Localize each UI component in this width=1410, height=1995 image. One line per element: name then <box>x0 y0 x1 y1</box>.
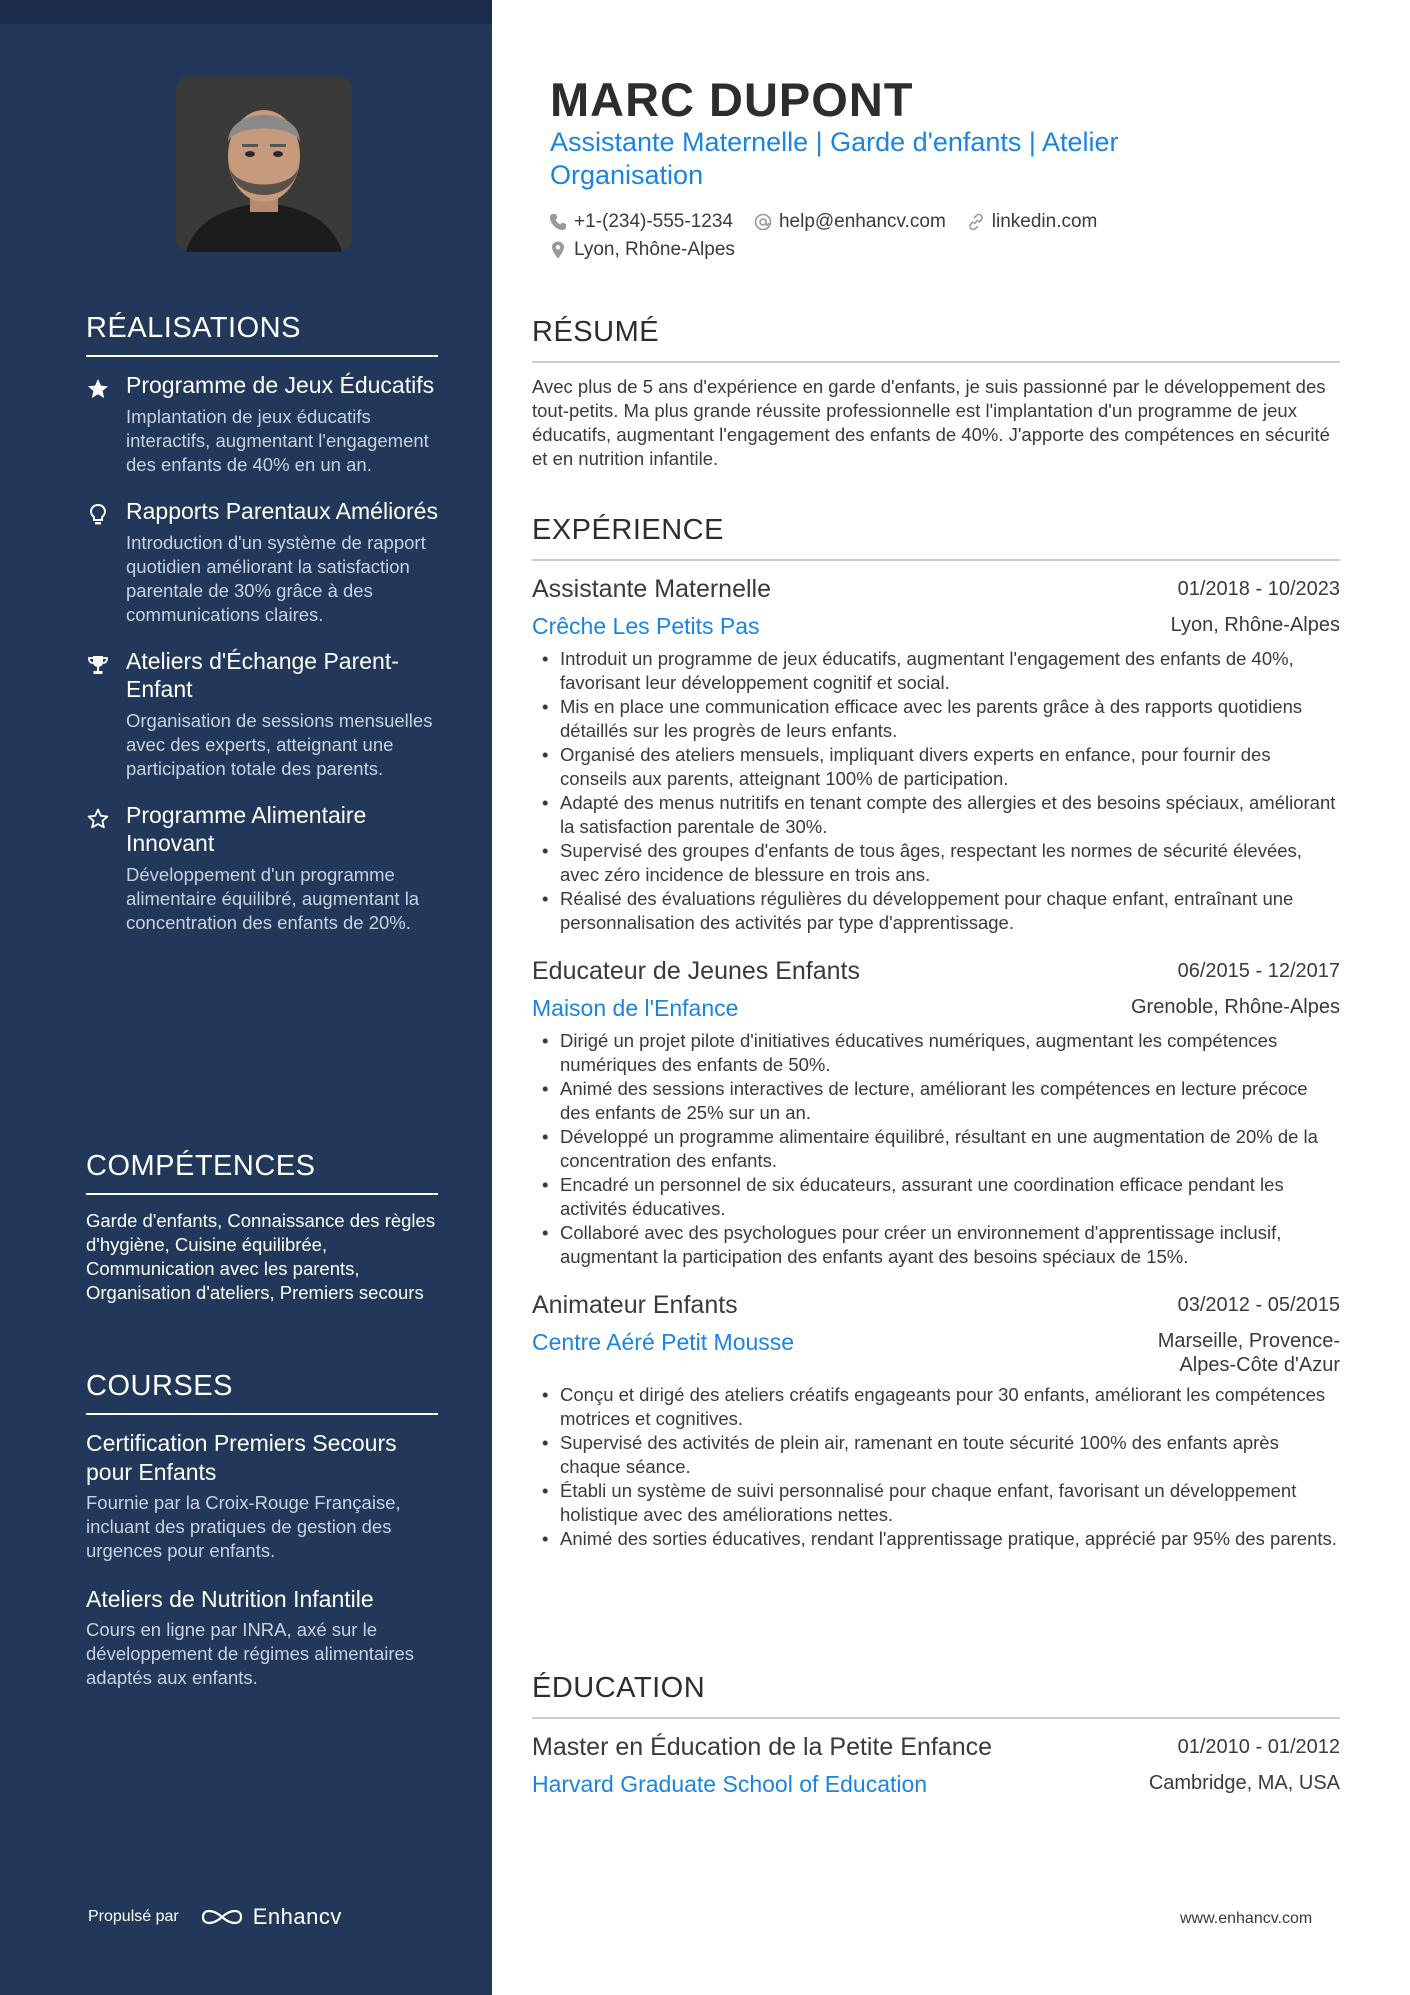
job-role: Assistante Maternelle <box>532 575 772 603</box>
profile-photo <box>176 76 352 252</box>
achievement-description: Implantation de jeux éducatifs interactifs, augmentant l'engagement des enfants de 40% en un an. <box>126 406 429 475</box>
job-bullet: • Supervisé des groupes d'enfants de tous âges, respectant les normes de sécurité élevées, avec zéro incidence de blessure en trois ans. <box>532 839 1340 887</box>
course-title: Ateliers de Nutrition Infantile <box>86 1586 374 1612</box>
job-bullet: • Supervisé des activités de plein air, ramenant en toute sécurité 100% des enfants après chaque séance. <box>532 1431 1340 1479</box>
achievement-item <box>86 371 438 477</box>
skills-title: COMPÉTENCES <box>86 1150 438 1195</box>
enhancv-brand: Enhancv <box>252 1904 342 1929</box>
candidate-headline: Assistante Maternelle | Garde d'enfants | Atelier Organisation <box>550 127 1119 190</box>
course-description: Cours en ligne par INRA, axé sur le développement de régimes alimentaires adaptés aux enfants. <box>86 1619 415 1688</box>
contact-info <box>548 208 1248 264</box>
job-bullet: • Animé des sessions interactives de lecture, améliorant les compétences en lecture précoce des enfants de 25% sur un an. <box>532 1077 1340 1125</box>
sidebar <box>0 0 492 1995</box>
job-bullet: • Introduit un programme de jeux éducatifs, augmentant l'engagement des enfants de 40%, favorisant leur développement cognitif et social. <box>532 647 1340 695</box>
summary-title: RÉSUMÉ <box>532 316 1340 363</box>
powered-by <box>88 1904 342 1930</box>
courses-section <box>86 1370 438 1712</box>
location-pin-icon <box>548 240 568 260</box>
job-dates: 06/2015 - 12/2017 <box>1177 960 1340 982</box>
job-bullet: • Adapté des menus nutritifs en tenant compte des allergies et des besoins spéciaux, améliorant la satisfaction parentale de 30%. <box>532 791 1340 839</box>
lightbulb-icon <box>86 497 126 627</box>
linkedin-contact[interactable] <box>966 211 1098 233</box>
experience-title: EXPÉRIENCE <box>532 514 1340 561</box>
job-company: Crêche Les Petits Pas <box>532 613 760 639</box>
achievement-title: Programme de Jeux Éducatifs <box>126 372 435 398</box>
enhancv-logo-icon <box>199 1904 245 1930</box>
job-bullet: • Organisé des ateliers mensuels, impliquant divers experts en enfance, pour fournir des conseils aux parents, atteignant 100% de participation. <box>532 743 1340 791</box>
achievement-title: Programme Alimentaire Innovant <box>126 802 367 856</box>
location-contact <box>548 239 735 261</box>
trophy-icon <box>86 647 126 781</box>
course-description: Fournie par la Croix-Rouge Française, incluant des pratiques de gestion des urgences pour enfants. <box>86 1492 401 1561</box>
job-entry <box>532 1289 1340 1551</box>
skills-section <box>86 1150 438 1305</box>
sidebar-top-bar <box>0 0 492 24</box>
job-bullet: • Réalisé des évaluations régulières du développement pour chaque enfant, entraînant une personnalisation des activités par type d'apprentissage. <box>532 887 1340 935</box>
job-bullet: • Animé des sorties éducatives, rendant l'apprentissage pratique, apprécié par 95% des parents. <box>532 1527 1340 1551</box>
at-icon <box>753 212 773 232</box>
job-bullets <box>532 1029 1340 1269</box>
achievement-description: Introduction d'un système de rapport quotidien améliorant la satisfaction parentale de 30% grâce à des communications claires. <box>126 532 426 625</box>
education-degree: Master en Éducation de la Petite Enfance <box>532 1733 993 1761</box>
education-title: ÉDUCATION <box>532 1672 1340 1719</box>
star-icon <box>86 371 126 477</box>
education-school: Harvard Graduate School of Education <box>532 1771 928 1797</box>
achievement-item <box>86 801 438 935</box>
job-bullet: • Encadré un personnel de six éducateurs, assurant une coordination efficace pendant les activités éducatives. <box>532 1173 1340 1221</box>
job-role: Animateur Enfants <box>532 1291 738 1319</box>
linkedin-url: linkedin.com <box>991 211 1098 232</box>
course-item <box>86 1429 438 1563</box>
achievement-description: Développement d'un programme alimentaire équilibré, augmentant la concentration des enfants de 20%. <box>126 864 420 933</box>
achievements-section <box>86 312 438 955</box>
job-entry <box>532 955 1340 1269</box>
job-bullet: • Mis en place une communication efficace avec les parents grâce à des rapports quotidiens détaillés sur les progrès de leurs enfants. <box>532 695 1340 743</box>
star-outline-icon <box>86 801 126 935</box>
summary-text: Avec plus de 5 ans d'expérience en garde d'enfants, je suis passionné par le développement des tout-petits. Ma plus grande réussite professionnelle est l'implantation d'un programme de jeux éducatifs, augmentant l'engagement des enfants de 40%. J'apporte des compétences en sécurité et en nutrition infantile. <box>532 376 1330 469</box>
job-bullet: • Établi un système de suivi personnalisé pour chaque enfant, favorisant un développement holistique avec des améliorations nettes. <box>532 1479 1340 1527</box>
job-company: Maison de l'Enfance <box>532 995 739 1021</box>
job-bullet: • Dirigé un projet pilote d'initiatives éducatives numériques, augmentant les compétences numériques des enfants de 50%. <box>532 1029 1340 1077</box>
job-dates: 03/2012 - 05/2015 <box>1177 1294 1340 1316</box>
enhancv-logo-link[interactable] <box>199 1904 342 1930</box>
achievement-title: Rapports Parentaux Améliorés <box>126 498 438 524</box>
achievement-description: Organisation de sessions mensuelles avec des experts, atteignant une participation totale des parents. <box>126 710 433 779</box>
job-role: Educateur de Jeunes Enfants <box>532 957 861 985</box>
achievement-item <box>86 647 438 781</box>
achievement-item <box>86 497 438 627</box>
phone-contact[interactable] <box>548 211 733 233</box>
location-text: Lyon, Rhône-Alpes <box>574 239 735 260</box>
link-icon <box>966 212 986 232</box>
achievements-title: RÉALISATIONS <box>86 312 438 357</box>
course-item <box>86 1585 438 1690</box>
job-dates: 01/2018 - 10/2023 <box>1177 578 1340 600</box>
job-entry <box>532 573 1340 935</box>
job-bullet: • Conçu et dirigé des ateliers créatifs engageants pour 30 enfants, améliorant les compétences motrices et cognitives. <box>532 1383 1340 1431</box>
experience-section <box>532 514 1340 1571</box>
footer-website-link[interactable]: www.enhancv.com <box>1180 1910 1313 1927</box>
achievement-title: Ateliers d'Échange Parent-Enfant <box>126 648 399 702</box>
email-contact[interactable] <box>753 211 946 233</box>
job-location: Grenoble, Rhône-Alpes <box>1130 996 1340 1018</box>
job-location: Lyon, Rhône-Alpes <box>1170 614 1340 636</box>
email-address: help@enhancv.com <box>778 211 946 232</box>
education-section <box>532 1672 1340 1819</box>
skills-list: Garde d'enfants, Connaissance des règles d'hygiène, Cuisine équilibrée, Communication avec les parents, Organisation d'ateliers, Premiers secours <box>86 1210 436 1303</box>
candidate-name: MARC DUPONT <box>550 73 914 126</box>
phone-icon <box>548 212 568 232</box>
phone-number: +1-(234)-555-1234 <box>574 211 733 232</box>
education-dates: 01/2010 - 01/2012 <box>1177 1736 1340 1758</box>
education-location: Cambridge, MA, USA <box>1148 1772 1340 1794</box>
education-entry <box>532 1731 1340 1799</box>
job-bullets <box>532 647 1340 935</box>
job-bullet: • Collaboré avec des psychologues pour créer un environnement d'apprentissage inclusif, augmentant la participation des enfants ayant des besoins spéciaux de 15%. <box>532 1221 1340 1269</box>
summary-section <box>532 316 1340 471</box>
job-company: Centre Aéré Petit Mousse <box>532 1329 795 1355</box>
job-bullets <box>532 1383 1340 1551</box>
course-title: Certification Premiers Secours pour Enfants <box>86 1430 397 1485</box>
job-location: Marseille, Provence-Alpes-Côte d'Azur <box>1157 1330 1340 1376</box>
job-bullet: • Développé un programme alimentaire équilibré, résultant en une augmentation de 20% de la concentration des enfants. <box>532 1125 1340 1173</box>
profile-photo-illustration <box>176 76 352 252</box>
courses-title: COURSES <box>86 1370 438 1415</box>
powered-by-label: Propulsé par <box>88 1908 179 1925</box>
